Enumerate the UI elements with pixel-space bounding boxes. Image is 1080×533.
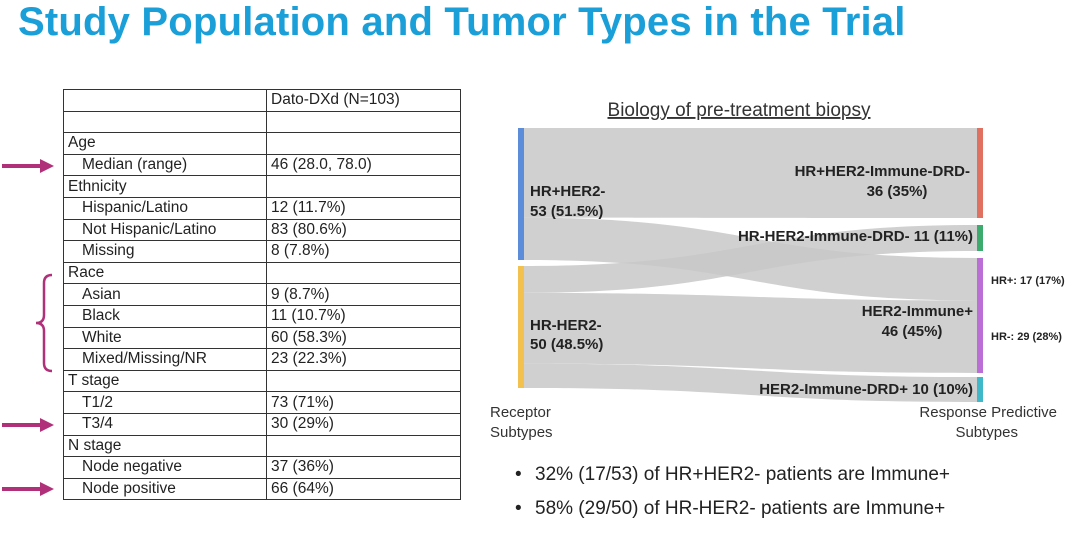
table-row (64, 284, 461, 306)
target-label: HR-HER2-Immune-DRD- 11 (11%) (737, 228, 973, 245)
arrow-icon (2, 417, 57, 433)
table-row (64, 435, 461, 457)
table-row (64, 327, 461, 349)
table-row (64, 478, 461, 500)
row-label: White (64, 327, 267, 349)
key-findings-list (515, 464, 950, 532)
table-row (64, 457, 461, 479)
target-value: 46 (45%) (881, 323, 943, 340)
row-value: 30 (29%) (267, 413, 461, 435)
demographics-table (63, 89, 461, 500)
left-caption: Subtypes (490, 424, 553, 441)
row-value (267, 176, 461, 198)
race-bracket-icon (34, 273, 54, 373)
table-row (64, 219, 461, 241)
table-row (64, 349, 461, 371)
source-value: 50 (48.5%) (530, 336, 604, 353)
table-row (64, 197, 461, 219)
page-title: Study Population and Tumor Types in the Trial (18, 0, 906, 44)
target-value: 36 (35%) (866, 183, 928, 200)
source-node (518, 128, 524, 260)
row-value (267, 133, 461, 155)
table-row (64, 154, 461, 176)
row-value: 73 (71%) (267, 392, 461, 414)
table-row (64, 133, 461, 155)
row-label (64, 111, 267, 133)
row-label: T3/4 (64, 413, 267, 435)
table-row (64, 305, 461, 327)
finding-text: 58% (29/50) of HR-HER2- patients are Immune+ (535, 498, 946, 519)
row-label: Black (64, 305, 267, 327)
row-value (267, 435, 461, 457)
sankey-title: Biology of pre-treatment biopsy (607, 100, 871, 121)
row-label: Node positive (64, 478, 267, 500)
row-value: 12 (11.7%) (267, 197, 461, 219)
row-label: T stage (64, 370, 267, 392)
subgroup-label: HR-: 29 (28%) (991, 331, 1062, 343)
target-node (977, 128, 983, 218)
target-node (977, 377, 983, 402)
row-label: T1/2 (64, 392, 267, 414)
row-label: Ethnicity (64, 176, 267, 198)
row-label: Node negative (64, 457, 267, 479)
row-value: 66 (64%) (267, 478, 461, 500)
target-label: HER2-Immune+ (861, 303, 973, 320)
row-value: 23 (22.3%) (267, 349, 461, 371)
table-row (64, 413, 461, 435)
row-value: 60 (58.3%) (267, 327, 461, 349)
row-value: 11 (10.7%) (267, 305, 461, 327)
table-row (64, 176, 461, 198)
row-value (267, 370, 461, 392)
row-label: Median (range) (64, 154, 267, 176)
row-value: 83 (80.6%) (267, 219, 461, 241)
table-header-cell: Dato-DXd (N=103) (267, 90, 461, 112)
target-label: HR+HER2-Immune-DRD- (794, 163, 970, 180)
row-value: 46 (28.0, 78.0) (267, 154, 461, 176)
row-value: 9 (8.7%) (267, 284, 461, 306)
row-label: Race (64, 262, 267, 284)
target-label: HER2-Immune-DRD+ 10 (10%) (759, 381, 973, 398)
finding-bullet: • 32% (17/53) of HR+HER2- patients are Immune+ (515, 464, 951, 485)
table-header-empty (64, 90, 267, 112)
finding-bullet: • 58% (29/50) of HR-HER2- patients are Immune+ (515, 498, 946, 519)
sankey-diagram (480, 92, 1080, 452)
row-value (267, 111, 461, 133)
source-node (518, 266, 524, 388)
source-label: HR+HER2- (530, 183, 606, 200)
subgroup-label: HR+: 17 (17%) (991, 275, 1065, 287)
row-label: Age (64, 133, 267, 155)
row-label: Missing (64, 241, 267, 263)
target-node (977, 258, 983, 373)
table-row (64, 392, 461, 414)
finding-text: 32% (17/53) of HR+HER2- patients are Immune+ (535, 464, 951, 485)
row-label: Hispanic/Latino (64, 197, 267, 219)
source-value: 53 (51.5%) (530, 203, 604, 220)
row-value: 37 (36%) (267, 457, 461, 479)
table-row (64, 370, 461, 392)
right-caption: Subtypes (955, 424, 1018, 441)
row-label: N stage (64, 435, 267, 457)
table-header-row (64, 90, 461, 112)
arrow-icon (2, 481, 57, 497)
row-value (267, 262, 461, 284)
arrow-icon (2, 158, 57, 174)
row-label: Mixed/Missing/NR (64, 349, 267, 371)
row-value: 8 (7.8%) (267, 241, 461, 263)
table-row (64, 111, 461, 133)
table-row (64, 262, 461, 284)
left-caption: Receptor (490, 404, 551, 421)
source-label: HR-HER2- (530, 317, 602, 334)
row-label: Not Hispanic/Latino (64, 219, 267, 241)
target-node (977, 225, 983, 251)
row-label: Asian (64, 284, 267, 306)
right-caption: Response Predictive (919, 404, 1057, 421)
table-row (64, 241, 461, 263)
